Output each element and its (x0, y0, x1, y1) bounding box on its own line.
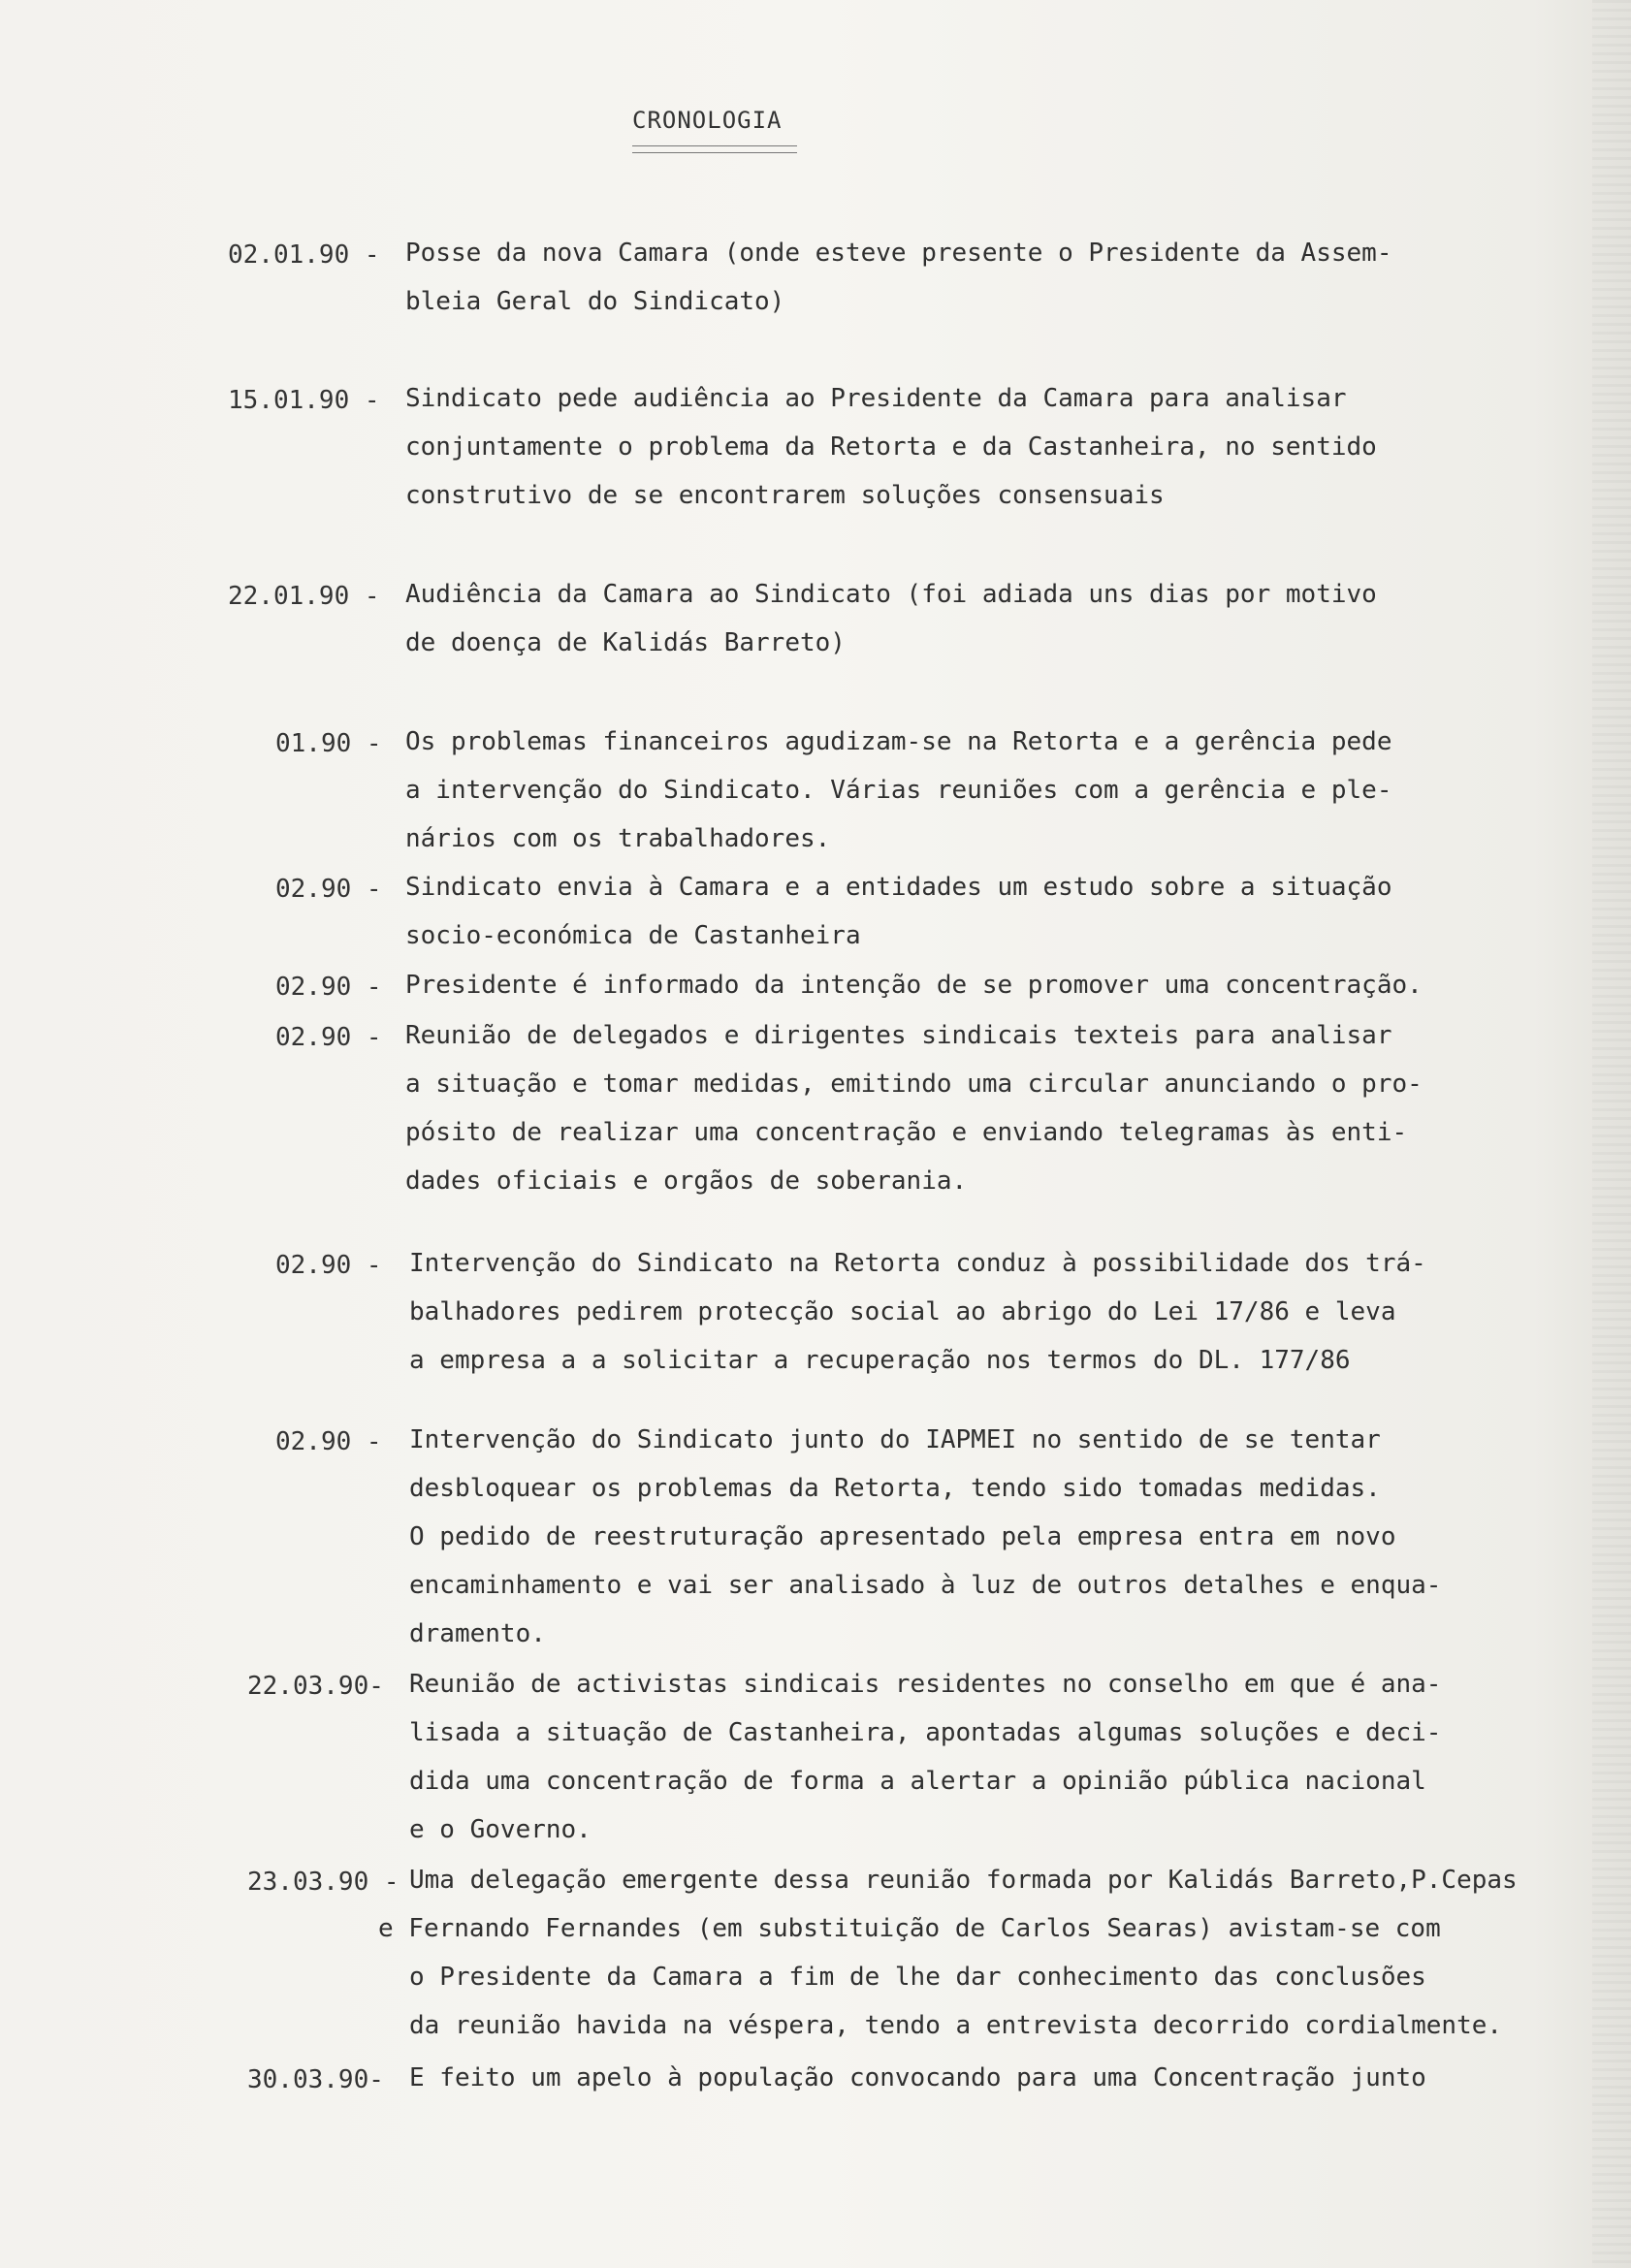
entry-line: conjuntamente o problema da Retorta e da Castanheira, no sentido (405, 432, 1377, 462)
entry-line: O pedido de reestruturação apresentado pela empresa entra em novo (409, 1522, 1396, 1551)
entry-line: socio-económica de Castanheira (405, 921, 861, 950)
document-title: CRONOLOGIA (632, 107, 783, 134)
entry-text (405, 374, 1377, 520)
entry-line: nários com os trabalhadores. (405, 824, 831, 853)
entry-line: Intervenção do Sindicato junto do IAPMEI no sentido de se tentar (409, 1425, 1381, 1454)
entry-line: pósito de realizar uma concentração e enviando telegramas às enti- (405, 1118, 1408, 1147)
entry-date: 02.90 - (275, 973, 382, 1002)
entry-line: Reunião de delegados e dirigentes sindicais texteis para analisar (405, 1021, 1392, 1050)
entry-date: 23.03.90 - (247, 1868, 400, 1897)
entry-date: 02.90 - (275, 1023, 382, 1052)
entry-line: Intervenção do Sindicato na Retorta conduz à possibilidade dos trá- (409, 1249, 1426, 1278)
entry-line: a empresa a a solicitar a recuperação nos termos do DL. 177/86 (409, 1346, 1351, 1375)
entry-text (409, 1416, 1441, 1658)
entry-text (409, 1660, 1441, 1854)
entry-date: 02.90 - (275, 1427, 382, 1456)
entry-text (405, 863, 1391, 960)
entry-text (405, 229, 1391, 326)
entry-line: Audiência da Camara ao Sindicato (foi adiada uns dias por motivo (405, 580, 1377, 609)
entry-date: 01.90 - (275, 729, 382, 758)
entry-line: Os problemas financeiros agudizam-se na Retorta e a gerência pede (405, 727, 1392, 756)
entry-line: encaminhamento e vai ser analisado à luz de outros detalhes e enqua- (409, 1571, 1442, 1600)
entry-line: E feito um apelo à população convocando para uma Concentração junto (409, 2063, 1426, 2092)
entry-line: Posse da nova Camara (onde esteve presente o Presidente da Assem- (405, 239, 1392, 268)
entry-line: Sindicato envia à Camara e a entidades um estudo sobre a situação (405, 873, 1392, 902)
entry-line: construtivo de se encontrarem soluções consensuais (405, 481, 1165, 510)
entry-date: 02.90 - (275, 1251, 382, 1280)
entry-line: o Presidente da Camara a fim de lhe dar conhecimento das conclusões (409, 1963, 1426, 1992)
title-underline (632, 145, 797, 153)
entry-text (378, 1856, 1518, 2050)
entry-text (405, 1011, 1423, 1205)
entry-date: 22.03.90- (247, 1672, 384, 1701)
entry-line: desbloquear os problemas da Retorta, tendo sido tomadas medidas. (409, 1474, 1381, 1503)
entry-text (405, 570, 1377, 667)
entry-text (409, 1239, 1426, 1385)
entry-text (405, 961, 1423, 1009)
entry-line: a situação e tomar medidas, emitindo uma circular anunciando o pro- (405, 1070, 1423, 1099)
entry-line: e Fernando Fernandes (em substituição de Carlos Searas) avistam-se com (378, 1914, 1441, 1943)
entry-line: Reunião de activistas sindicais residentes no conselho em que é ana- (409, 1670, 1442, 1699)
entry-line: dramento. (409, 1619, 546, 1648)
entry-date: 22.01.90 - (228, 582, 380, 611)
entry-text (405, 718, 1391, 863)
entry-line: balhadores pedirem protecção social ao abrigo do Lei 17/86 e leva (409, 1297, 1396, 1326)
entry-line: da reunião havida na véspera, tendo a entrevista decorrido cordialmente. (409, 2011, 1503, 2040)
entry-date: 02.01.90 - (228, 240, 380, 270)
entry-text (409, 2054, 1426, 2102)
entry-line: dades oficiais e orgãos de soberania. (405, 1166, 968, 1196)
entry-line: Uma delegação emergente dessa reunião formada por Kalidás Barreto,P.Cepas (409, 1866, 1518, 1895)
entry-line: de doença de Kalidás Barreto) (405, 628, 846, 657)
entry-line: Presidente é informado da intenção de se promover uma concentração. (405, 971, 1423, 1000)
entry-line: dida uma concentração de forma a alertar a opinião pública nacional (409, 1767, 1426, 1796)
entry-line: lisada a situação de Castanheira, apontadas algumas soluções e deci- (409, 1718, 1442, 1747)
entry-line: Sindicato pede audiência ao Presidente da Camara para analisar (405, 384, 1347, 413)
entry-date: 02.90 - (275, 875, 382, 904)
entry-line: a intervenção do Sindicato. Várias reuniões com a gerência e ple- (405, 776, 1392, 805)
page-edge-shading (1592, 0, 1631, 2268)
entry-date: 15.01.90 - (228, 386, 380, 415)
entry-line: bleia Geral do Sindicato) (405, 287, 785, 316)
entry-line: e o Governo. (409, 1815, 592, 1844)
entry-date: 30.03.90- (247, 2065, 384, 2094)
